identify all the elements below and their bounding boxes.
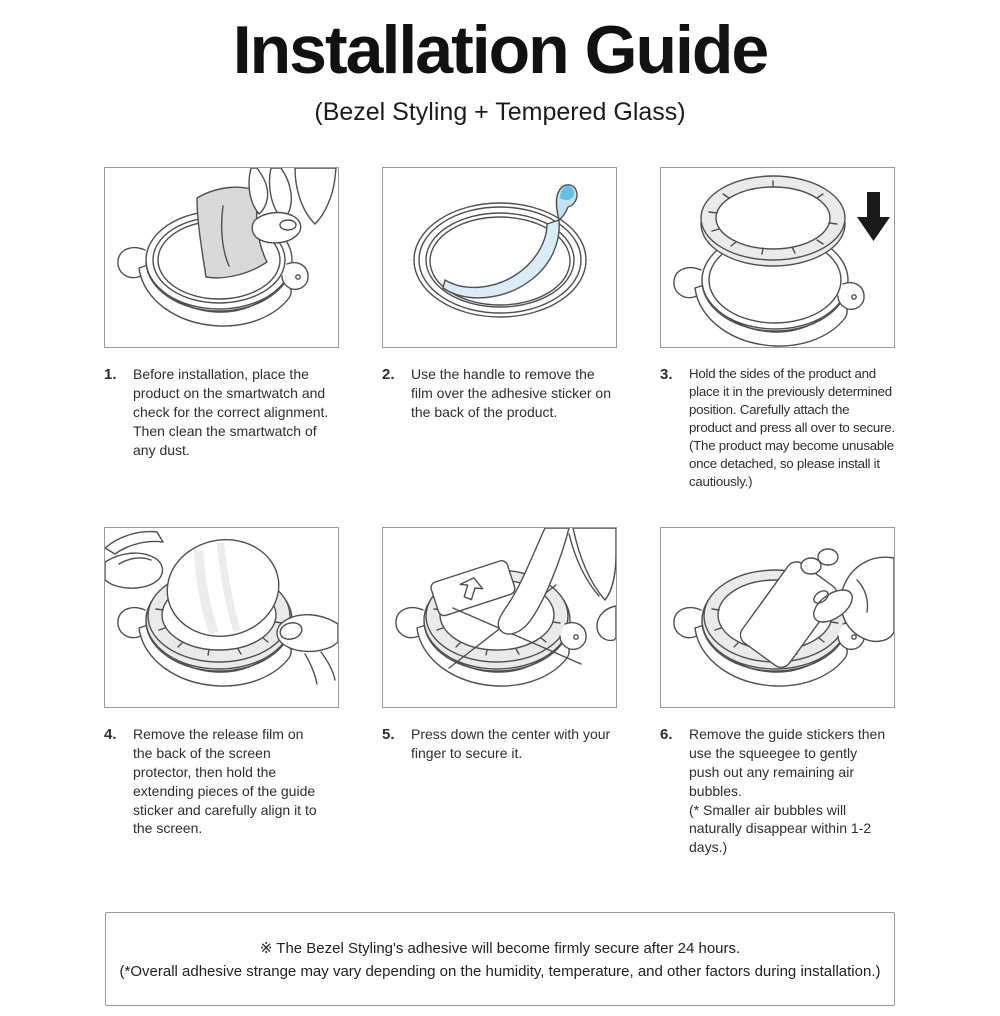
step-6-note: (* Smaller air bubbles will naturally disappear within 1-2 days.) [689, 801, 872, 856]
lower-bezel-onto-watch-drawing [661, 168, 894, 347]
step-6 [660, 708, 895, 857]
page-subtitle: (Bezel Styling + Tempered Glass) [314, 98, 686, 126]
step-6-illustration [660, 527, 895, 708]
steps-grid [104, 167, 896, 857]
step-1 [104, 348, 339, 527]
film-handle [443, 220, 559, 298]
step-6-number: 6. [660, 726, 673, 743]
squeegee-drawing [661, 528, 894, 707]
step-1-text: Before installation, place the product on the smartwatch and check for the correct alignment. Then clean the smartwatch of any dust. [133, 366, 329, 458]
step-3-illustration [660, 167, 895, 348]
align-screen-protector-drawing [105, 528, 338, 707]
step-3-number: 3. [660, 366, 673, 383]
press-center-with-finger-drawing [383, 528, 616, 707]
step-5-text: Press down the center with your finger to secure it. [411, 726, 611, 761]
step-3-text: Hold the sides of the product and place it in the previously determined position. Carefully attach the product and press all over to secure. [689, 366, 895, 436]
step-3-text-block [689, 365, 895, 492]
step-4-number: 4. [104, 726, 117, 743]
step-5-number: 5. [382, 726, 395, 743]
step-4 [104, 708, 339, 857]
wipe-smartwatch-with-cloth-drawing [105, 168, 338, 347]
step-4-text: Remove the release film on the back of the screen protector, then hold the extending pieces of the guide sticker and carefully align it to the screen. [133, 726, 317, 837]
footer-note-line-2: (*Overall adhesive strange may vary depending on the humidity, temperature, and other factors during installation.) [119, 962, 881, 980]
footer-note-box [105, 912, 895, 1006]
down-arrow-icon [857, 192, 890, 241]
peel-adhesive-film-drawing [383, 168, 616, 347]
hand-palm [295, 168, 336, 224]
step-1-illustration [104, 167, 339, 348]
step-5-text-block [411, 725, 615, 763]
step-6-text-block [689, 725, 891, 857]
page-title: Installation Guide [232, 12, 768, 88]
step-1-text-block [133, 365, 331, 459]
step-4-illustration [104, 527, 339, 708]
step-6-text: Remove the guide stickers then use the squeegee to gently push out any remaining air bubbles. [689, 726, 886, 799]
step-1-number: 1. [104, 366, 117, 383]
step-2-text: Use the handle to remove the film over the adhesive sticker on the back of the product. [411, 366, 611, 420]
step-3 [660, 348, 895, 527]
step-5-illustration [382, 527, 617, 708]
step-2-text-block [411, 365, 617, 422]
step-4-text-block [133, 725, 319, 838]
step-2-illustration [382, 167, 617, 348]
hand-thumb [252, 213, 301, 243]
step-2-number: 2. [382, 366, 395, 383]
step-5 [382, 708, 617, 857]
step-3-note: (The product may become unusable once detached, so please install it cautiously.) [689, 438, 894, 490]
footer-note-line-1: ※ The Bezel Styling's adhesive will become firmly secure after 24 hours. [259, 940, 741, 958]
step-2 [382, 348, 617, 527]
